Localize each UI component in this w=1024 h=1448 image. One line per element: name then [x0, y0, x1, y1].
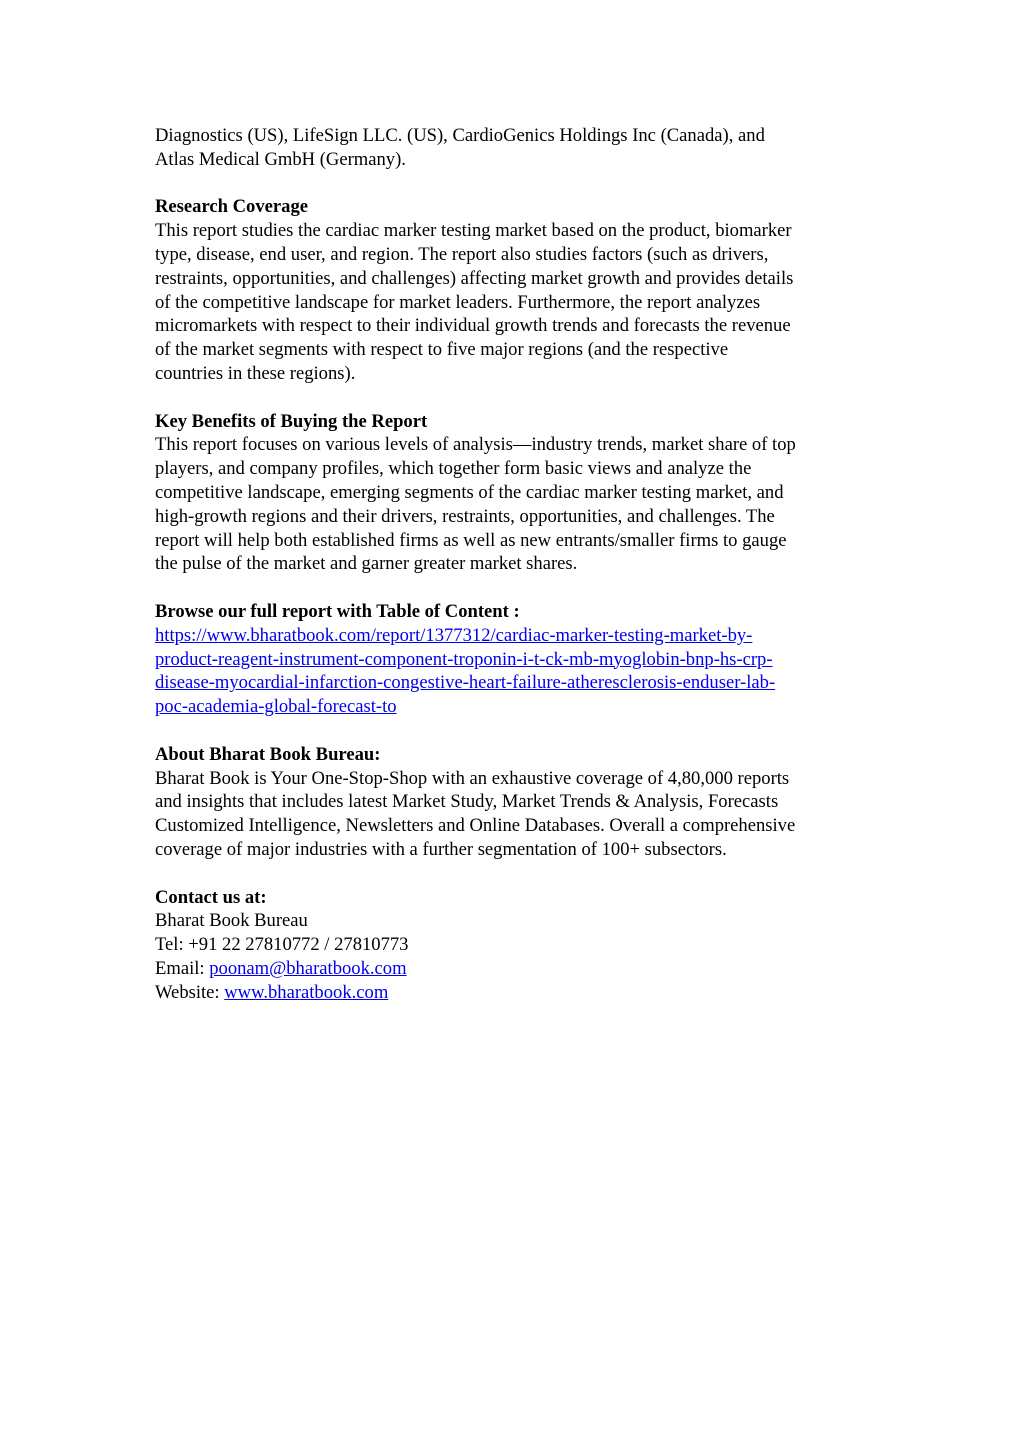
- contact-tel: Tel: +91 22 27810772 / 27810773: [155, 934, 409, 956]
- website-link[interactable]: www.bharatbook.com: [224, 981, 389, 1003]
- about-section: [155, 743, 885, 862]
- intro-paragraph: [155, 124, 885, 172]
- key-benefits-heading: Key Benefits of Buying the Report: [155, 410, 428, 432]
- research-coverage-line: of the market segments with respect to five major regions (and the respective: [155, 339, 729, 361]
- key-benefits-line: players, and company profiles, which together form basic views and analyze the: [155, 458, 752, 480]
- contact-section: [155, 886, 885, 1005]
- research-coverage-line: restraints, opportunities, and challenges) affecting market growth and provides details: [155, 267, 794, 289]
- about-line: and insights that includes latest Market Study, Market Trends & Analysis, Forecasts: [155, 791, 779, 813]
- research-coverage-line: of the competitive landscape for market leaders. Furthermore, the report analyzes: [155, 291, 761, 313]
- document-page: [155, 124, 885, 1028]
- email-link[interactable]: poonam@bharatbook.com: [209, 957, 407, 979]
- website-label: Website:: [155, 981, 225, 1003]
- key-benefits-line: competitive landscape, emerging segments of the cardiac marker testing market, and: [155, 481, 784, 503]
- key-benefits-line: the pulse of the market and garner greater market shares.: [155, 553, 578, 575]
- report-link-line[interactable]: poc-academia-global-forecast-to: [155, 696, 397, 718]
- research-coverage-heading: Research Coverage: [155, 196, 308, 218]
- report-link-line[interactable]: https://www.bharatbook.com/report/1377312/cardiac-marker-testing-market-by-: [155, 624, 753, 646]
- contact-company: Bharat Book Bureau: [155, 910, 308, 932]
- contact-heading: Contact us at:: [155, 886, 267, 908]
- report-link-line[interactable]: product-reagent-instrument-component-troponin-i-t-ck-mb-myoglobin-bnp-hs-crp-: [155, 648, 773, 670]
- key-benefits-section: [155, 410, 885, 577]
- research-coverage-section: [155, 195, 885, 385]
- about-line: coverage of major industries with a further segmentation of 100+ subsectors.: [155, 838, 727, 860]
- browse-report-heading: Browse our full report with Table of Content :: [155, 600, 520, 622]
- about-line: Bharat Book is Your One-Stop-Shop with an exhaustive coverage of 4,80,000 reports: [155, 767, 790, 789]
- about-line: Customized Intelligence, Newsletters and Online Databases. Overall a comprehensive: [155, 815, 796, 837]
- research-coverage-line: micromarkets with respect to their individual growth trends and forecasts the revenue: [155, 315, 791, 337]
- research-coverage-line: This report studies the cardiac marker testing market based on the product, biomarker: [155, 220, 792, 242]
- research-coverage-line: type, disease, end user, and region. The report also studies factors (such as drivers,: [155, 243, 769, 265]
- contact-website-row: [155, 981, 885, 1005]
- intro-line: Diagnostics (US), LifeSign LLC. (US), CardioGenics Holdings Inc (Canada), and: [155, 125, 765, 146]
- email-label: Email:: [155, 957, 210, 979]
- report-link-line[interactable]: disease-myocardial-infarction-congestive-heart-failure-atheresclerosis-enduser-lab-: [155, 672, 776, 694]
- browse-report-section: [155, 600, 885, 719]
- research-coverage-line: countries in these regions).: [155, 362, 356, 384]
- key-benefits-line: high-growth regions and their drivers, restraints, opportunities, and challenges. The: [155, 505, 775, 527]
- about-heading: About Bharat Book Bureau:: [155, 743, 381, 765]
- intro-line: Atlas Medical GmbH (Germany).: [155, 148, 406, 170]
- key-benefits-line: This report focuses on various levels of analysis—industry trends, market share of top: [155, 434, 796, 456]
- key-benefits-line: report will help both established firms as well as new entrants/smaller firms to gauge: [155, 529, 787, 551]
- contact-email-row: [155, 957, 885, 981]
